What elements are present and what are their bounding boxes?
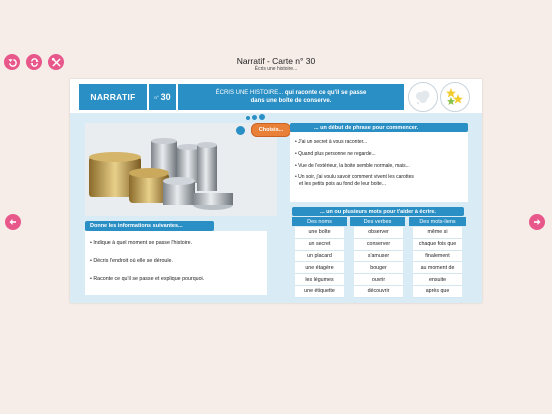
tin-cans-illustration (85, 123, 277, 216)
prompt-lead: ÉCRIS UNE HISTOIRE... (215, 90, 284, 96)
info-item: • Décris l'endroit où elle se déroule. (90, 258, 173, 264)
info-item: • Raconte ce qu'il se passe et explique pourquoi. (90, 276, 205, 282)
column-header-verbs: Des verbes (350, 217, 405, 226)
sentence-start-item[interactable]: • Quand plus personne ne regarde... (295, 150, 376, 157)
card-number (149, 84, 176, 110)
bubble-decoration (252, 115, 257, 120)
word-cell[interactable]: bouger (354, 262, 403, 274)
stars-icon (444, 86, 466, 108)
bubble-decoration (259, 114, 265, 120)
word-cell[interactable]: observer (354, 227, 403, 239)
card-prompt (178, 84, 404, 110)
card-number-value: 30 (160, 92, 171, 102)
difficulty-badge (440, 82, 470, 112)
nouns-column (295, 227, 344, 298)
word-cell[interactable]: découvrir (354, 286, 403, 298)
sentence-starts-panel (290, 132, 468, 202)
arrow-left-icon (8, 217, 18, 227)
word-cell[interactable]: au moment de (413, 262, 462, 274)
choose-label: Choisis... (251, 123, 291, 137)
linking-words-column (413, 227, 462, 298)
word-cell[interactable]: ouvrir (354, 274, 403, 286)
bubble-decoration (246, 116, 250, 120)
word-cell[interactable]: chaque fois que (413, 239, 462, 251)
sentence-start-item-cont: et les petits pois au fond de leur boite... (299, 180, 386, 187)
genre-label: NARRATIF (79, 84, 147, 110)
card-header (70, 79, 482, 113)
prev-card-button[interactable] (5, 214, 21, 230)
info-header: Donne les informations suivantes... (85, 221, 214, 231)
column-header-nouns: Des noms (292, 217, 347, 226)
word-cell[interactable]: après que (413, 286, 462, 298)
card-number-prefix: n° (154, 94, 159, 100)
prompt-line1: qui raconte ce qu'il se passe (283, 90, 367, 96)
word-cell[interactable]: une étagère (295, 262, 344, 274)
prompt-line2: dans une boîte de conserve. (250, 98, 332, 104)
column-header-linking-words: Des mots-liens (409, 217, 466, 226)
word-cell[interactable]: s'amuser (354, 251, 403, 263)
word-cell[interactable]: un secret (295, 239, 344, 251)
page-subtitle: Écris une histoire... (254, 66, 298, 72)
tin-cans-photo (85, 123, 277, 216)
word-cell[interactable]: les légumes (295, 274, 344, 286)
sentence-start-item[interactable]: • Vue de l'extérieur, la boite semble normale, mais... (295, 162, 410, 169)
thinking-badge (408, 82, 438, 112)
words-header: ... un ou plusieurs mots pour t'aider à écrire. (292, 207, 464, 216)
arrow-right-icon (532, 217, 542, 227)
bubble-decoration (236, 126, 245, 135)
info-item: • Indique à quel moment se passe l'histoire. (90, 240, 193, 246)
page-title: Narratif - Carte n° 30 (236, 56, 316, 66)
word-cell[interactable]: finalement (413, 251, 462, 263)
word-cell[interactable]: une étiquette (295, 286, 344, 298)
info-panel (85, 231, 267, 295)
choose-header: ... un début de phrase pour commencer. (290, 123, 468, 132)
verbs-column (354, 227, 403, 298)
word-cell[interactable]: une boîte (295, 227, 344, 239)
word-cell[interactable]: même si (413, 227, 462, 239)
activity-card (70, 79, 482, 303)
thought-cloud-icon (412, 86, 434, 108)
sentence-start-item[interactable]: • Un soir, j'ai voulu savoir comment vivent les carottes (295, 174, 414, 181)
sentence-start-item[interactable]: • J'ai un secret à vous raconter... (295, 139, 368, 145)
word-cell[interactable]: un placard (295, 251, 344, 263)
word-cell[interactable]: conserver (354, 239, 403, 251)
next-card-button[interactable] (529, 214, 545, 230)
word-cell[interactable]: ensuite (413, 274, 462, 286)
